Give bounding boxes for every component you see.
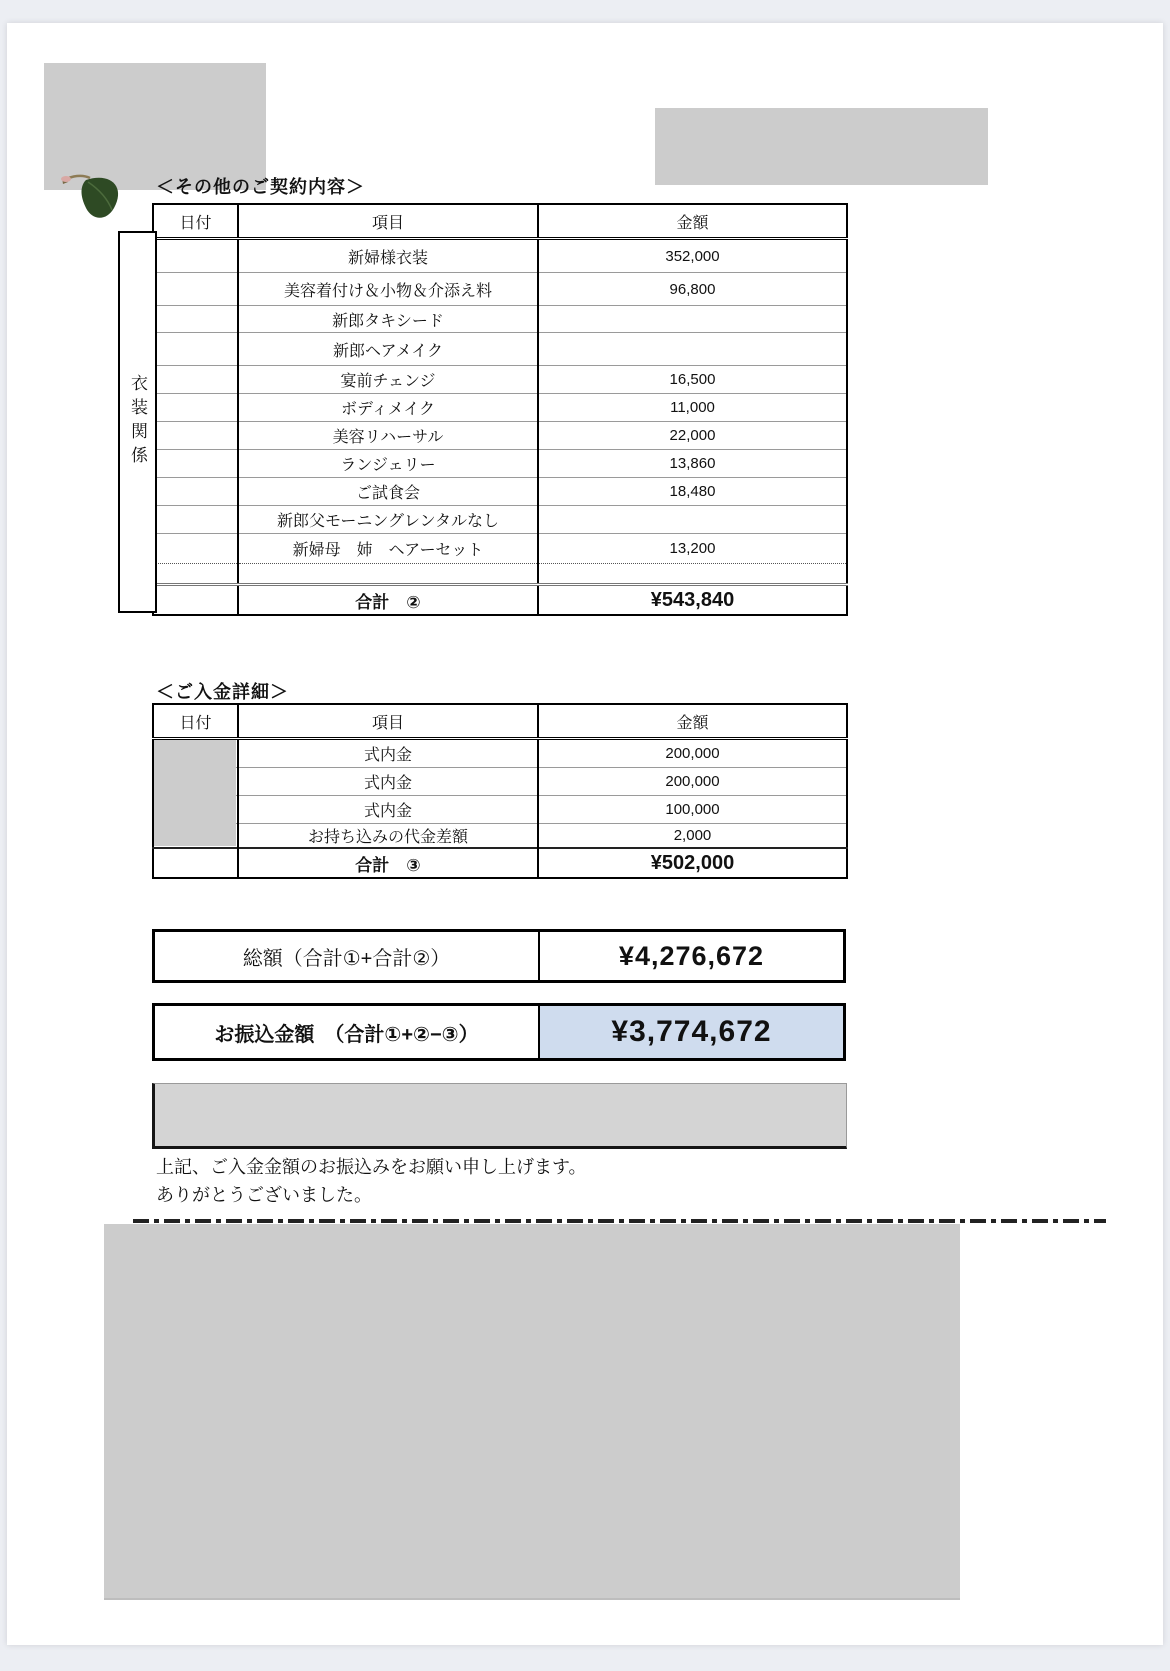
section-other-heading: ＜その他のご契約内容＞	[156, 177, 365, 197]
table-row: 宴前チェンジ 16,500	[153, 366, 847, 394]
table-row: 新郎ヘアメイク	[153, 333, 847, 366]
redacted-footer-block	[104, 1224, 960, 1600]
table-total-row	[153, 585, 847, 616]
dash-dot-divider	[133, 1219, 1106, 1223]
footer-message-line1: 上記、ご入金金額のお振込みをお願い申し上げます。	[156, 1157, 587, 1177]
table-row-empty	[153, 564, 847, 585]
table-row: 新郎タキシード	[153, 306, 847, 333]
table-row: 式内金 200,000	[153, 768, 847, 796]
table-row: お持ち込みの代金差額 2,000	[153, 824, 847, 849]
transfer-amount: ¥3,774,672	[540, 1006, 843, 1058]
column-header-item: 項目	[238, 704, 538, 739]
grand-total-amount: ¥4,276,672	[618, 940, 765, 971]
redacted-bank-info-box	[152, 1083, 847, 1149]
table-row: ボディメイク 11,000	[153, 394, 847, 422]
table-row: 式内金 200,000	[153, 739, 847, 768]
column-header-date: 日付	[153, 204, 238, 239]
section-payment-heading: ＜ご入金詳細＞	[156, 682, 289, 702]
total3-amount: ¥502,000	[538, 848, 847, 878]
table-row: 新婦様衣装 352,000	[153, 239, 847, 273]
table-header-row	[153, 204, 847, 239]
table-total-row	[153, 848, 847, 878]
grand-total-label: 総額（合計①+合計②）	[155, 932, 540, 980]
transfer-amount-row	[152, 1003, 846, 1061]
redacted-payment-dates	[154, 740, 236, 846]
table-row: 美容着付け＆小物＆介添え料 96,800	[153, 273, 847, 306]
column-header-item: 項目	[238, 204, 538, 239]
total2-label: 合計 ②	[238, 585, 538, 616]
column-header-date: 日付	[153, 704, 238, 739]
table-row: ランジェリー 13,860	[153, 450, 847, 478]
table-row: 新郎父モーニングレンタルなし	[153, 506, 847, 534]
transfer-label: お振込金額 （合計①+②−③）	[155, 1006, 540, 1058]
table-row: 式内金 100,000	[153, 796, 847, 824]
grand-total-row	[152, 929, 846, 983]
costume-group-label: 衣装関係	[118, 231, 157, 613]
table-row: 新婦母 姉 ヘアーセット 13,200	[153, 534, 847, 564]
table-row: ご試食会 18,480	[153, 478, 847, 506]
total3-label: 合計 ③	[238, 848, 538, 878]
table-header-row	[153, 704, 847, 739]
table-row: 美容リハーサル 22,000	[153, 422, 847, 450]
payment-detail-table	[152, 703, 848, 879]
other-contract-table	[152, 203, 848, 616]
footer-message-line2: ありがとうございました。	[156, 1185, 372, 1205]
total2-amount: ¥543,840	[538, 585, 847, 616]
column-header-amount: 金額	[538, 204, 847, 239]
redacted-header-block-right	[655, 108, 988, 185]
leaf-icon	[52, 170, 138, 232]
column-header-amount: 金額	[538, 704, 847, 739]
